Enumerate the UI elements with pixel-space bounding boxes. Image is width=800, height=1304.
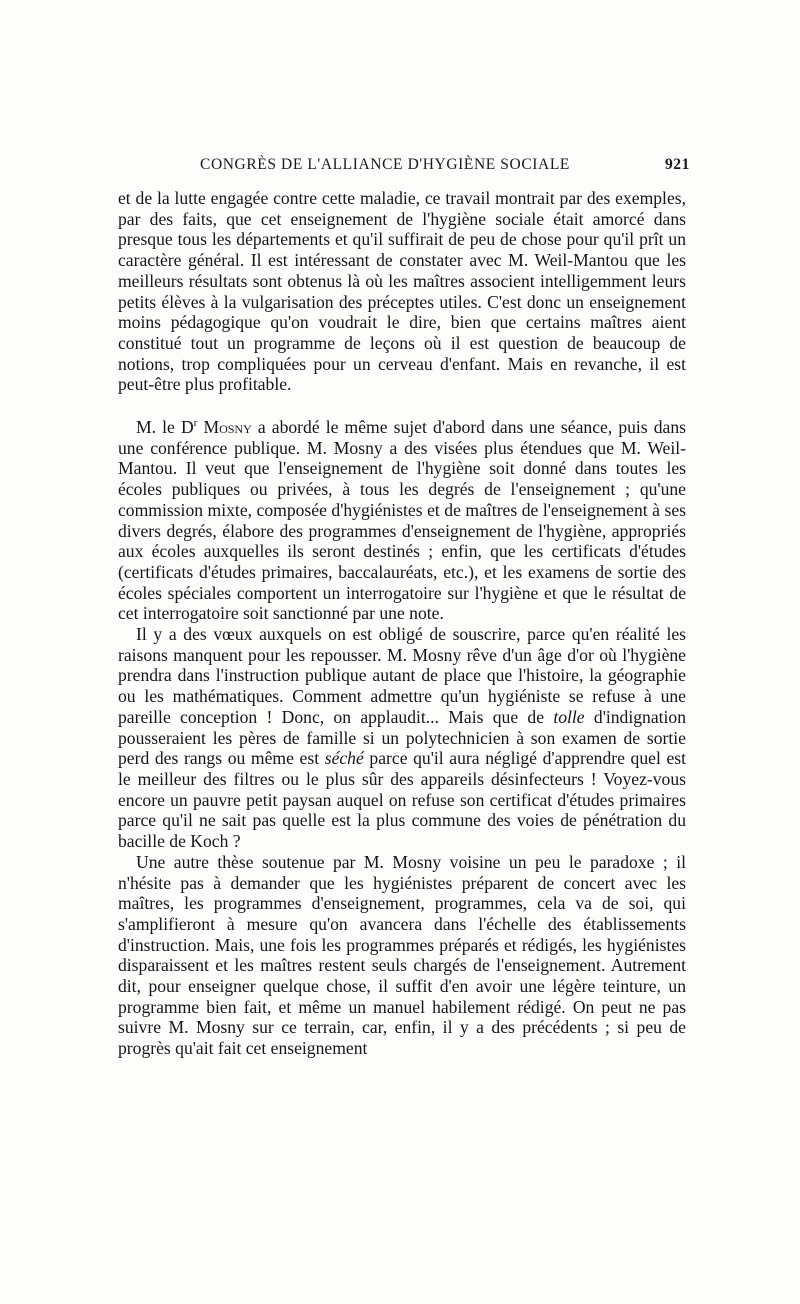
paragraph-2 xyxy=(118,417,686,624)
paragraph-1: et de la lutte engagée contre cette maladie, ce travail montrait par des exemples, par des faits, que cet enseignement de l'hygiène sociale était amorcé dans presque tous les départements et qu'il suffirait de peu de chose pour qu'il prît un caractère général. Il est intéressant de constater avec M. Weil-Mantou que les meilleurs résultats sont obtenus là où les maîtres associent intelligemment leurs petits élèves à la vulgarisation des préceptes utiles. C'est donc un enseignement moins pédagogique qu'on voudrait le dire, bien que certains maîtres aient constitué tout un programme de leçons où il est question de beaucoup de notions, trop compliquées pour un cerveau d'enfant. Mais en revanche, il est peut-être plus profitable. xyxy=(118,188,686,395)
honorific: M. le D xyxy=(136,417,194,438)
italic-word-seche: séché xyxy=(324,748,364,769)
running-title: CONGRÈS DE L'ALLIANCE D'HYGIÈNE SOCIALE xyxy=(200,156,570,173)
paragraph-3 xyxy=(118,624,686,852)
paragraph-2-text: a abordé le même sujet d'abord dans une séance, puis dans une conférence publique. M. Mosny a des visées plus étendues que M. Weil-Mantou. Il veut que l'enseignement de l'hygiène soit donné dans toutes les écoles publiques ou privées, à tous les degrés de l'enseignement ; qu'une commission mixte, composée d'hygiénistes et de maîtres de l'enseignement à ses divers degrés, élabore des programmes d'enseignement de l'hygiène, appropriés aux écoles auxquelles ils seront destinés ; enfin, que les certificats d'études (certificats d'études primaires, baccalauréats, etc.), et les examens de sortie des écoles spéciales comportent un interrogatoire sur l'hygiène et que le résultat de cet interrogatoire soit sanctionné par une note. xyxy=(118,417,686,624)
paragraph-3-text-b: d'indignation pousseraient les pères de famille si un polytechnicien à son examen de sortie perd des rangs ou même est xyxy=(118,706,687,769)
page-number: 921 xyxy=(664,156,690,173)
paragraph-3-text-a: Il y a des vœux auxquels on est obligé de souscrire, parce qu'en réalité les raisons manquent pour les repousser. M. Mosny rêve d'un âge d'or où l'hygiène prendra dans l'instruction publique autant de place que l'histoire, la géographie ou les mathématiques. Comment admettre qu'un hygiéniste se refuse à une pareille conception ! Donc, on applaudit... Mais que de xyxy=(118,624,686,727)
paragraph-3-text-c: parce qu'il aura négligé d'apprendre quel est le meilleur des filtres ou le plus sûr des appareils désinfecteurs ! Voyez-vous encore un pauvre petit paysan auquel on refuse son certificat d'études primaires parce qu'il ne sait pas quelle est la plus commune des voies de pénétration du bacille de Koch ? xyxy=(118,748,686,852)
paragraph-4: Une autre thèse soutenue par M. Mosny voisine un peu le paradoxe ; il n'hésite pas à demander que les hygiénistes préparent de concert avec les maîtres, les programmes d'enseignement, programmes, cela va de soi, qui s'amplifieront à mesure qu'on avancera dans l'échelle des établissements d'instruction. Mais, une fois les programmes préparés et rédigés, les hygiénistes disparaissent et les maîtres restent seuls chargés de l'enseignement. Autrement dit, pour enseigner quelque chose, il suffit d'en avoir une légère teinture, un programme bien fait, et même un manuel habilement rédigé. On peut ne pas suivre M. Mosny sur ce terrain, car, enfin, il y a des précédents ; si peu de progrès qu'ait fait cet enseignement xyxy=(118,851,686,1059)
honorific-superscript: r xyxy=(193,417,198,430)
italic-word-tolle: tolle xyxy=(553,706,585,727)
running-head xyxy=(118,156,690,182)
author-name: Mosny xyxy=(203,417,252,438)
body-text xyxy=(118,188,686,1059)
